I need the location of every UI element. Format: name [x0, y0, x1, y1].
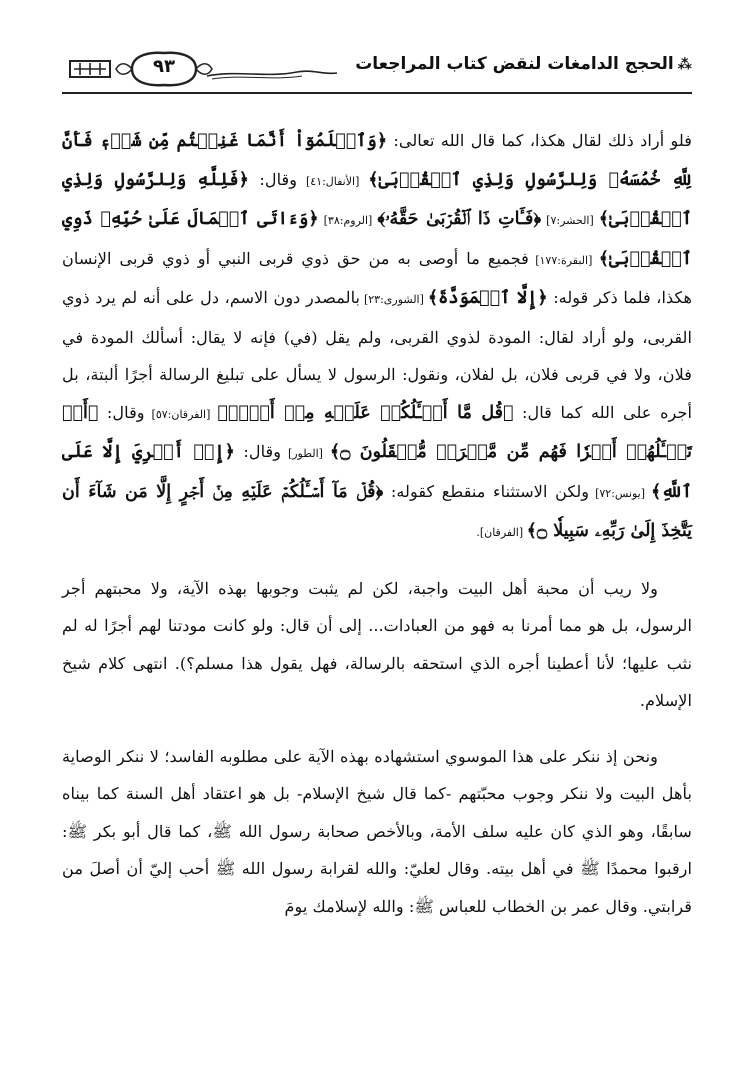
quran-verse: ﴿إِنۡ أَجۡرِيَ إِلَّا عَلَى ٱللَّهِ﴾: [62, 442, 692, 502]
text-span: وقال:: [98, 402, 145, 422]
verse-reference: [الأنفال:٤١]: [297, 174, 369, 188]
quran-verse: ﴿قُلۡ مَآ أَسۡـَٔلُكُمۡ عَلَيۡهِ مِنۡ أَجۡرٍ إِلَّا مَن شَآءَ أَن يَتَّخِذَ إِلَىٰ رَبِّهِۦ سَبِيلٗا ۝﴾: [62, 481, 692, 541]
main-text: [62, 122, 692, 925]
running-title: [355, 54, 692, 74]
quran-verse: ﴿فَلِلَّهِ وَلِلرَّسُولِ وَلِذِي ٱلۡقُرۡبَىٰ﴾: [62, 169, 693, 229]
quran-verse: ﴿أَمۡ تَسۡـَٔلُهُمۡ أَجۡرٗا فَهُم مِّن مَّغۡرَمٖ مُّثۡقَلُونَ ۝﴾: [62, 402, 692, 462]
verse-reference: [يونس:٧٢]: [589, 486, 651, 500]
quran-verse: ﴿وَءَاتَى ٱلۡمَالَ عَلَىٰ حُبِّهِۦ ذَوِي ٱلۡقُرۡبَىٰ﴾: [62, 209, 692, 269]
text-span: بالمصدر دون الاسم، دل على أنه لم يرد ذوي القربى، ولو أراد لقال: المودة لذوي القربى، ولم يقل (في) فإنه لا يقال: أسألك المودة في فلان، ولا في قربى فلان، بل لفلان، ونقول: الرسول لا يسأل على تبليغ الرسالة أجرًا ألبتة، بل أجره على الله كما قال:: [62, 288, 692, 422]
quran-verse: ﴿قُل مَّا أَسۡـَٔلُكُمۡ عَلَيۡهِ مِنۡ أَجۡرٖ﴾: [217, 402, 514, 423]
verse-reference: [الشورى:٢٣]: [360, 293, 428, 306]
header-rule: [62, 92, 692, 94]
paragraph: ولا ريب أن محبة أهل البيت واجبة، لكن لم يثبت وجوبها بهذه الآية، ولا محبتهم أجر الرسول، بل هو مما أمرنا به فهو من العبادات... إلى أن قال: ولو كانت مودتنا لهم أجرًا له لم نثب عليها؛ لأنا أعطينا أجره الذي استحقه بالرسالة، فهل يقول هذا مسلم؟). انتهى كلام شيخ الإسلام.: [62, 578, 692, 710]
verse-reference: [الفرقان].: [476, 526, 527, 539]
text-span: فجميع ما أوصى به من حق ذوي قربى النبي أو ذوي قربى الإنسان هكذا، فلما ذكر قوله:: [62, 248, 692, 307]
running-title-text: الحجج الدامغات لنقض كتاب المراجعات: [355, 54, 674, 74]
text-span: وقال:: [234, 442, 282, 461]
text-span: ولكن الاستثناء منقطع كقوله:: [383, 481, 590, 501]
quran-verse: ﴿إِلَّا ٱلۡمَوَدَّةَ﴾: [427, 288, 548, 308]
verse-reference: [الفرقان:٥٧]: [144, 407, 218, 421]
verse-reference: [الروم:٣٨]: [318, 214, 378, 227]
ornament-mark-icon: ⁂: [677, 57, 692, 73]
verse-reference: [الطور]: [281, 447, 330, 460]
verse-reference: [البقرة:١٧٧]: [528, 253, 599, 267]
header-ornament-icon: [62, 44, 342, 94]
paragraph: [62, 122, 692, 552]
page-header: [62, 44, 692, 94]
page-number: ٩٣: [153, 56, 175, 77]
quran-verse: ﴿وَٱعۡلَمُوٓاْ أَنَّمَا غَنِمۡتُم مِّن شَيۡءٖ فَأَنَّ لِلَّهِ خُمُسَهُۥ وَلِلرَّسُولِ وَلِذِي ٱلۡقُرۡبَىٰ﴾: [62, 131, 693, 190]
quran-verse: ﴿فَـَٔاتِ ذَا ٱلۡقُرۡبَىٰ حَقَّهُۥ﴾: [377, 209, 542, 229]
text-span: فلو أراد ذلك لقال هكذا، كما قال الله تعالى:: [387, 131, 692, 150]
paragraph: ونحن إذ ننكر على هذا الموسوي استشهاده بهذه الآية على مطلوبه الفاسد؛ لا ننكر الوصاية بأهل البيت ولا ننكر وجوب محبّتهم -كما قال شيخ الإسلام- بل هو اعتقاد أهل السنة كما بيناه سابقًا، وهو الذي كان عليه سلف الأمة، وبالأخص صحابة رسول الله ﷺ، كما قال أبو بكر ﷺ: ارقبوا محمدًا ﷺ في أهل بيته. وقال لعليّ: والله لقرابة رسول الله ﷺ أحب إليّ أن أصلَ من قرابتي. وقال عمر بن الخطاب للعباس ﷺ: والله لإسلامك يومَ: [62, 746, 692, 916]
verse-reference: [الحشر:٧]: [541, 214, 599, 227]
text-span: وقال:: [248, 169, 298, 189]
